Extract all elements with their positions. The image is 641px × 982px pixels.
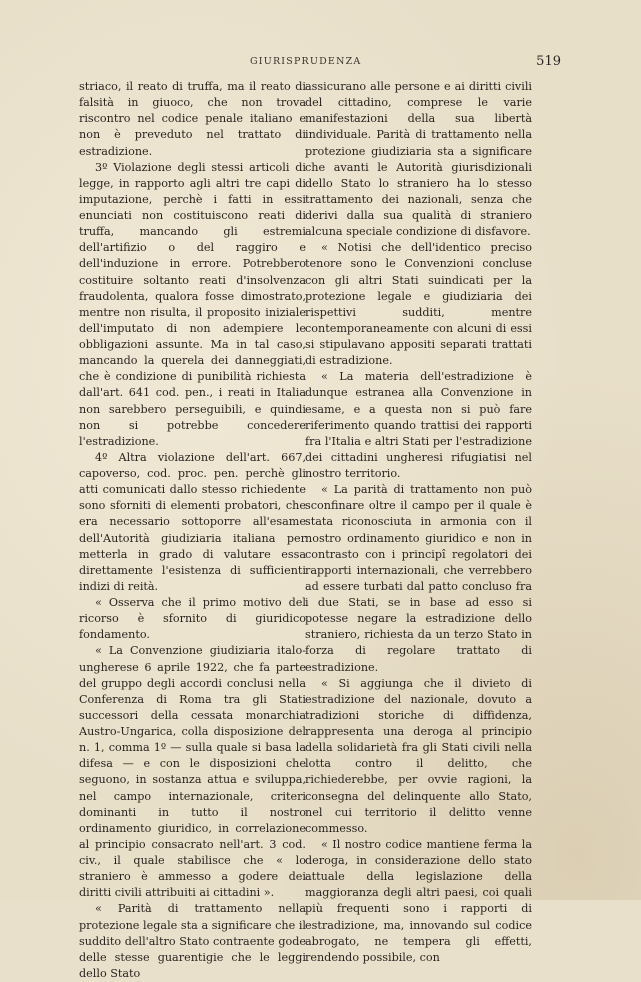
paragraph: « La materia dell'estradizione è dunque estranea alla Convenzione in esame, e a questa non si può fare riferimento quando trattisi dei rapporti fra l'Italia e altri Stati per l'estradizione dei cittadini ungheresi rifugiatisi nel nostro territorio. bbox=[305, 370, 532, 480]
paragraph: 3º Violazione degli stessi articoli di legge, in rapporto agli altri tre capi di imputazione, perchè i fatti in essi enunciati non costituiscono reati di truffa, mancando gli estremi dell'artifizio o del raggiro e dell'induzione in errore. Potrebbero costituire soltanto reati d'insolvenza fraudolenta, qualora fosse dimostrato, mentre non risulta, il proposito iniziale dell'imputato di non adempiere le obbligazioni assunte. Ma in tal caso, mancando la querela dei danneggiati, che è condizione di punibilità richiesta dall'art. 641 cod. pen., i reati in Italia non sarebbero perseguibili, e quindi non si potrebbe concedere l'estradizione. bbox=[79, 160, 306, 448]
paragraph: « Notisi che dell'identico preciso tenore sono le Convenzioni concluse con gli altri Stati suindicati per la protezione legale e giudiziaria dei rispettivi sudditi, mentre contemporaneamente con alcuni di essi si stipulavano appositi separati trattati di estradizione. bbox=[305, 241, 532, 368]
paragraph: « Si aggiunga che il divieto di estradizione del nazionale, dovuto a tradizioni storiche di diffidenza, rappresenta una deroga al principio della solidarietà fra gli Stati civili nella lotta contro il delitto, che richiederebbe, per ovvie ragioni, la consegna del delinquente allo Stato, nel cui territorio il delitto venne commesso. bbox=[305, 676, 532, 835]
paragraph: « La parità di trattamento non può sconfinare oltre il campo per il quale è stata riconosciuta in armonia con il nostro ordinamento giuridico e non in contrasto con i principî regolatori dei rapporti internazionali, che verrebbero ad essere turbati dal patto concluso fra i due Stati, se in base ad esso si potesse negare la estradizione dello straniero, richiesta da un terzo Stato in forza di regolare trattato di estradizione. bbox=[305, 483, 532, 674]
paragraph: assicurano alle persone e ai diritti civili del cittadino, comprese le varie manifestazioni della sua libertà individuale. Parità di trattamento nella protezione giudiziaria sta a significare che avanti le Autorità giurisdizionali dello Stato lo straniero ha lo stesso trattamento dei nazionali, senza che derivi dalla sua qualità di straniero alcuna speciale condizione di disfavore. bbox=[305, 80, 532, 239]
left-column bbox=[79, 79, 306, 982]
page-header bbox=[0, 54, 641, 72]
page-number: 519 bbox=[536, 54, 561, 69]
paragraph: « La Convenzione giudiziaria italo-ungherese 6 aprile 1922, che fa parte del gruppo degli accordi conclusi nella Conferenza di Roma tra gli Stati successori della cessata monarchia Austro-Ungarica, colla disposizione del n. 1, comma 1º — sulla quale si basa la difesa — e con le disposizioni che seguono, in sostanza attua e sviluppa, nel campo internazionale, criteri dominanti in tutto il nostro ordinamento giuridico, in correlazione al principio consacrato nell'art. 3 cod. civ., il quale stabilisce che « lo straniero è ammesso a godere dei diritti civili attribuiti ai cittadini ». bbox=[79, 644, 306, 900]
paragraph: « Il nostro codice mantiene ferma la deroga, in considerazione dello stato attuale della legislazione della maggioranza degli altri paesi, coi quali più frequenti sono i rapporti di estradizione, ma, innovando sul codice abrogato, ne tempera gli effetti, rendendo possibile, con bbox=[305, 837, 532, 964]
right-column bbox=[305, 79, 532, 966]
paragraph: « Osserva che il primo motivo del ricorso è sfornito di giuridico fondamento. bbox=[79, 596, 306, 642]
paragraph: « Parità di trattamento nella protezione legale sta a significare che il suddito dell'altro Stato contraente gode delle stesse guarentigie che le leggi dello Stato bbox=[79, 902, 306, 980]
paragraph: striaco, il reato di truffa, ma il reato di falsità in giuoco, che non trova riscontro nel codice penale italiano e non è preveduto nel trattato di estradizione. bbox=[79, 80, 306, 158]
paragraph: 4º Altra violazione dell'art. 667, capoverso, cod. proc. pen. perchè gli atti comunicati dallo stesso richiedente sono sforniti di elementi probatori, che era necessario sottoporre all'esame dell'Autorità giudiziaria italiana per metterla in grado di valutare essa direttamente l'esistenza di sufficienti indizi di reità. bbox=[79, 450, 306, 593]
running-head: GIURISPRUDENZA bbox=[250, 56, 362, 67]
